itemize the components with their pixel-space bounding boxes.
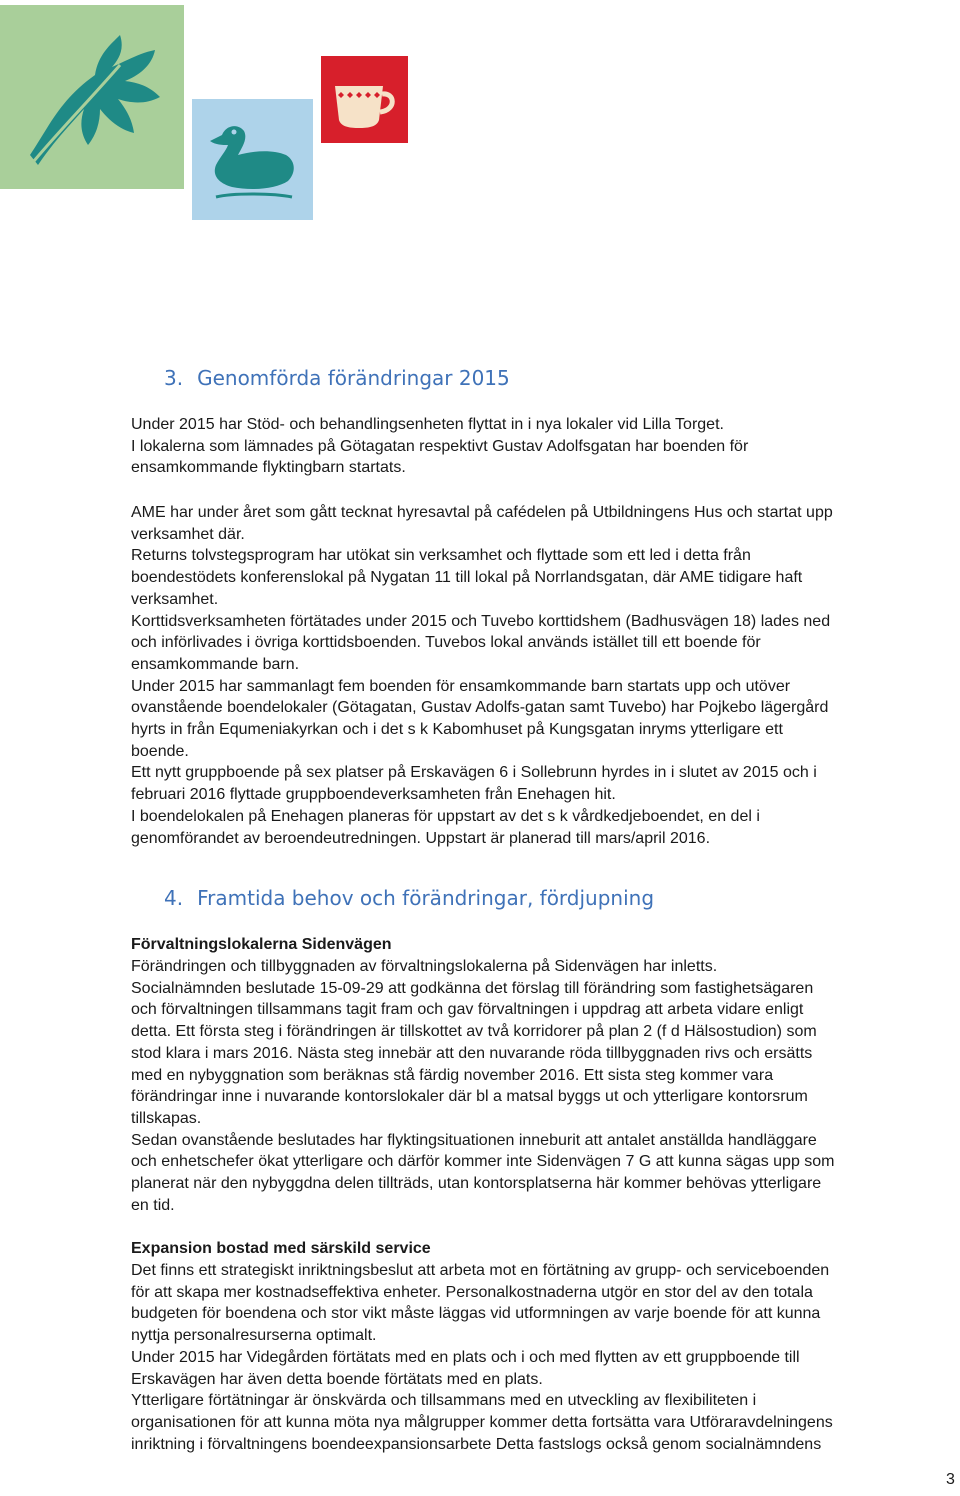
page-number: 3 bbox=[946, 1471, 955, 1488]
subheading-forvaltningslokalerna: Förvaltningslokalerna Sidenvägen bbox=[131, 936, 392, 953]
section-4-heading bbox=[164, 886, 654, 910]
section-3-paragraph-2: AME har under året som gått tecknat hyresavtal på cafédelen på Utbildningens Hus och startat upp verksamhet där. Returns tolvstegsprogram har utökat sin verksamhet och flyttade som ett led i detta från boendestödets konferenslokal på Nygatan 11 till lokal på Norrlandsgatan, där AME tidigare haft verksamhet. Korttidsverksamheten förtätades under 2015 och Tuvebo korttidshem (Badhusvägen 18) lades ned och införlivades i övriga korttidsboenden. Tuvebos lokal används istället till ett boende för ensamkommande barn. Under 2015 har sammanlagt fem boenden för ensamkommande barn startats upp och utöver ovanstående boendelokaler (Götagatan, Gustav Adolfs-gatan samt Tuvebo) har Pojkebo lägergård hyrts in från Equmeniakyrkan och i det s k Kabomhuset på Kungsgatan inryms ytterligare ett boende. Ett nytt gruppboende på sex platser på Erskavägen 6 i Sollebrunn hyrdes in i slutet av 2015 och i februari 2016 flyttade gruppboendeverksamheten från Enehagen hit. I boendelokalen på Enehagen planeras för uppstart av det s k vårdkedjeboendet, en del i genomförandet av beroendeutredningen. Uppstart är planerad till mars/april 2016. bbox=[131, 504, 833, 847]
section-4-paragraph-1: Förändringen och tillbyggnaden av förvaltningslokalerna på Sidenvägen har inletts. Socialnämnden beslutade 15-09-29 att godkänna det förslag till förändring som fastighetsägaren och förvaltningen tillsammans tagit fram och gav förvaltningen i uppdrag att arbeta vidare enligt detta. Ett första steg i förändringen är tillskottet av två korridorer på plan 2 (f d Hälsostudion) som stod klara i mars 2016. Nästa steg innebär att den nuvarande röda tillbyggnaden rivs och ersätts med en nybyggnation som beräknas stå färdig november 2016. Ett sista steg kommer vara förändringar inne i nuvarande kontorslokaler där bl a matsal byggs ut och ytterligare kontorsrum tillskapas. Sedan ovanstående beslutades har flyktingsituationen inneburit att antalet anställda handläggare och enhetschefer ökat ytterligare och därför kommer inte Sidenvägen 7 G att kunna sägas upp som planerat när den nybyggdna delen tillträds, utan kontorsplatserna här kommer behövas ytterligare en tid. bbox=[131, 958, 835, 1214]
oak-leaf-icon bbox=[0, 5, 184, 189]
section-3-number: 3. bbox=[164, 366, 184, 390]
section-3-title: Genomförda förändringar 2015 bbox=[197, 366, 510, 390]
coffee-cup-logo bbox=[321, 56, 408, 143]
duck-icon bbox=[192, 99, 313, 220]
section-4-title: Framtida behov och förändringar, fördjupning bbox=[197, 886, 655, 910]
section-3-heading bbox=[164, 366, 510, 390]
section-4-number: 4. bbox=[164, 886, 184, 910]
oak-leaf-logo bbox=[0, 5, 184, 189]
section-3-paragraph-1: Under 2015 har Stöd- och behandlingsenheten flyttat in i nya lokaler vid Lilla Torget. I lokalerna som lämnades på Götagatan respektivt Gustav Adolfsgatan har boenden för ensamkommande flyktingbarn startats. bbox=[131, 416, 749, 477]
duck-logo bbox=[192, 99, 313, 220]
coffee-cup-icon bbox=[321, 56, 408, 143]
section-4-paragraph-2: Det finns ett strategiskt inriktningsbeslut att arbeta mot en förtätning av grupp- och serviceboenden för att skapa mer kostnadseffektiva enheter. Personalkostnaderna utgör en stor del av den totala budgeten för boendena och stor vikt måste läggas vid utformningen av varje boende för att kunna nyttja personalresurserna optimalt. Under 2015 har Videgården förtätats med en plats och i och med flytten av ett gruppboende till Erskavägen har även detta boende förtätats med en plats. Ytterligare förtätningar är önskvärda och tillsammans med en utveckling av flexibiliteten i organisationen för att kunna möta nya målgrupper kommer detta fortsätta vara Utföraravdelningens inriktning i förvaltningens boendeexpansionsarbete Detta fastslogs också genom socialnämndens bbox=[131, 1262, 833, 1453]
subheading-expansion-bostad: Expansion bostad med särskild service bbox=[131, 1240, 431, 1257]
